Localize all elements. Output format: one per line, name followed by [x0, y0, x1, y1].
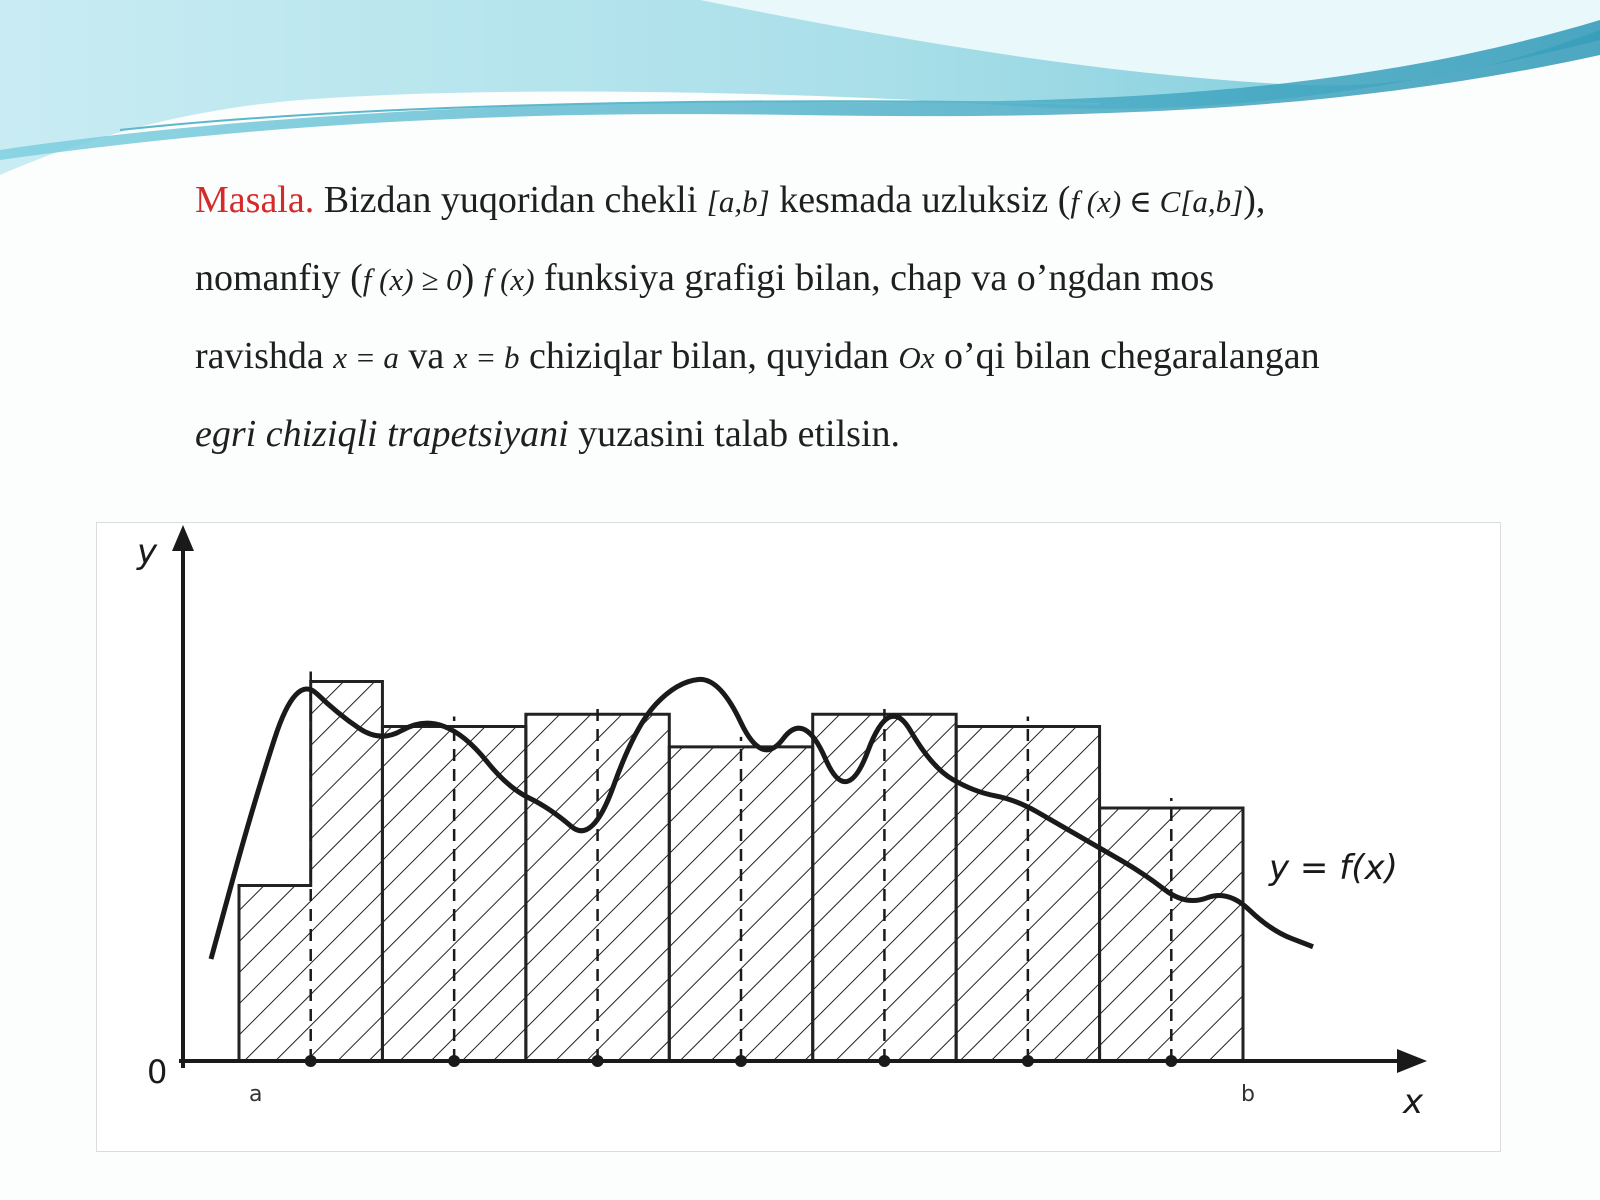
math-continuity: f (x) ∈ C[a,b]: [1070, 184, 1244, 219]
wave-banner: [0, 0, 1600, 185]
math-x-equals-a: x = a: [333, 340, 399, 375]
text-fragment: yuzasini talab etilsin.: [578, 413, 901, 455]
y-axis-arrowhead: [172, 525, 194, 551]
midpoint-dot: [735, 1055, 747, 1067]
riemann-sum-figure: [96, 522, 1501, 1152]
midpoint-dot: [1022, 1055, 1034, 1067]
text-fragment: chiziqlar bilan, quyidan: [528, 335, 889, 377]
x-axis-arrowhead: [1397, 1049, 1427, 1073]
a-label: a: [249, 1082, 263, 1107]
math-nonnegative: f (x) ≥ 0: [362, 262, 462, 297]
riemann-sum-diagram: [97, 523, 1500, 1151]
text-fragment: ),: [1243, 179, 1266, 221]
text-fragment: Bizdan yuqoridan chekli: [323, 179, 698, 221]
math-ox-axis: Ox: [898, 340, 935, 375]
text-fragment: va: [408, 335, 445, 377]
origin-label: 0: [147, 1053, 168, 1091]
text-fragment: nomanfiy (: [195, 257, 363, 299]
text-fragment: o’qi bilan chegaralangan: [943, 335, 1320, 377]
statement-line-2: [195, 256, 1214, 300]
midpoint-dot: [592, 1055, 604, 1067]
math-x-equals-b: x = b: [453, 340, 520, 375]
midpoint-dot: [448, 1055, 460, 1067]
statement-line-4: [195, 412, 900, 456]
math-function: f (x): [483, 262, 535, 297]
math-interval: [a,b]: [706, 184, 770, 219]
problem-label: Masala.: [195, 179, 315, 221]
x-axis-label: x: [1403, 1082, 1424, 1122]
statement-line-3: [195, 334, 1320, 378]
midpoint-dot: [1165, 1055, 1177, 1067]
statement-line-1: [195, 178, 1265, 222]
y-axis-label: y: [137, 532, 158, 572]
text-fragment: ): [461, 257, 475, 299]
curve-label: y = f(x): [1269, 848, 1398, 888]
italic-term: egri chiziqli trapetsiyani: [195, 413, 569, 455]
hatched-rectangle: [526, 714, 669, 1061]
text-fragment: kesmada uzluksiz (: [779, 179, 1071, 221]
b-label: b: [1241, 1082, 1255, 1107]
midpoint-dot: [305, 1055, 317, 1067]
text-fragment: ravishda: [195, 335, 324, 377]
midpoint-dot: [878, 1055, 890, 1067]
text-fragment: funksiya grafigi bilan, chap va o’ngdan mos: [544, 257, 1215, 299]
